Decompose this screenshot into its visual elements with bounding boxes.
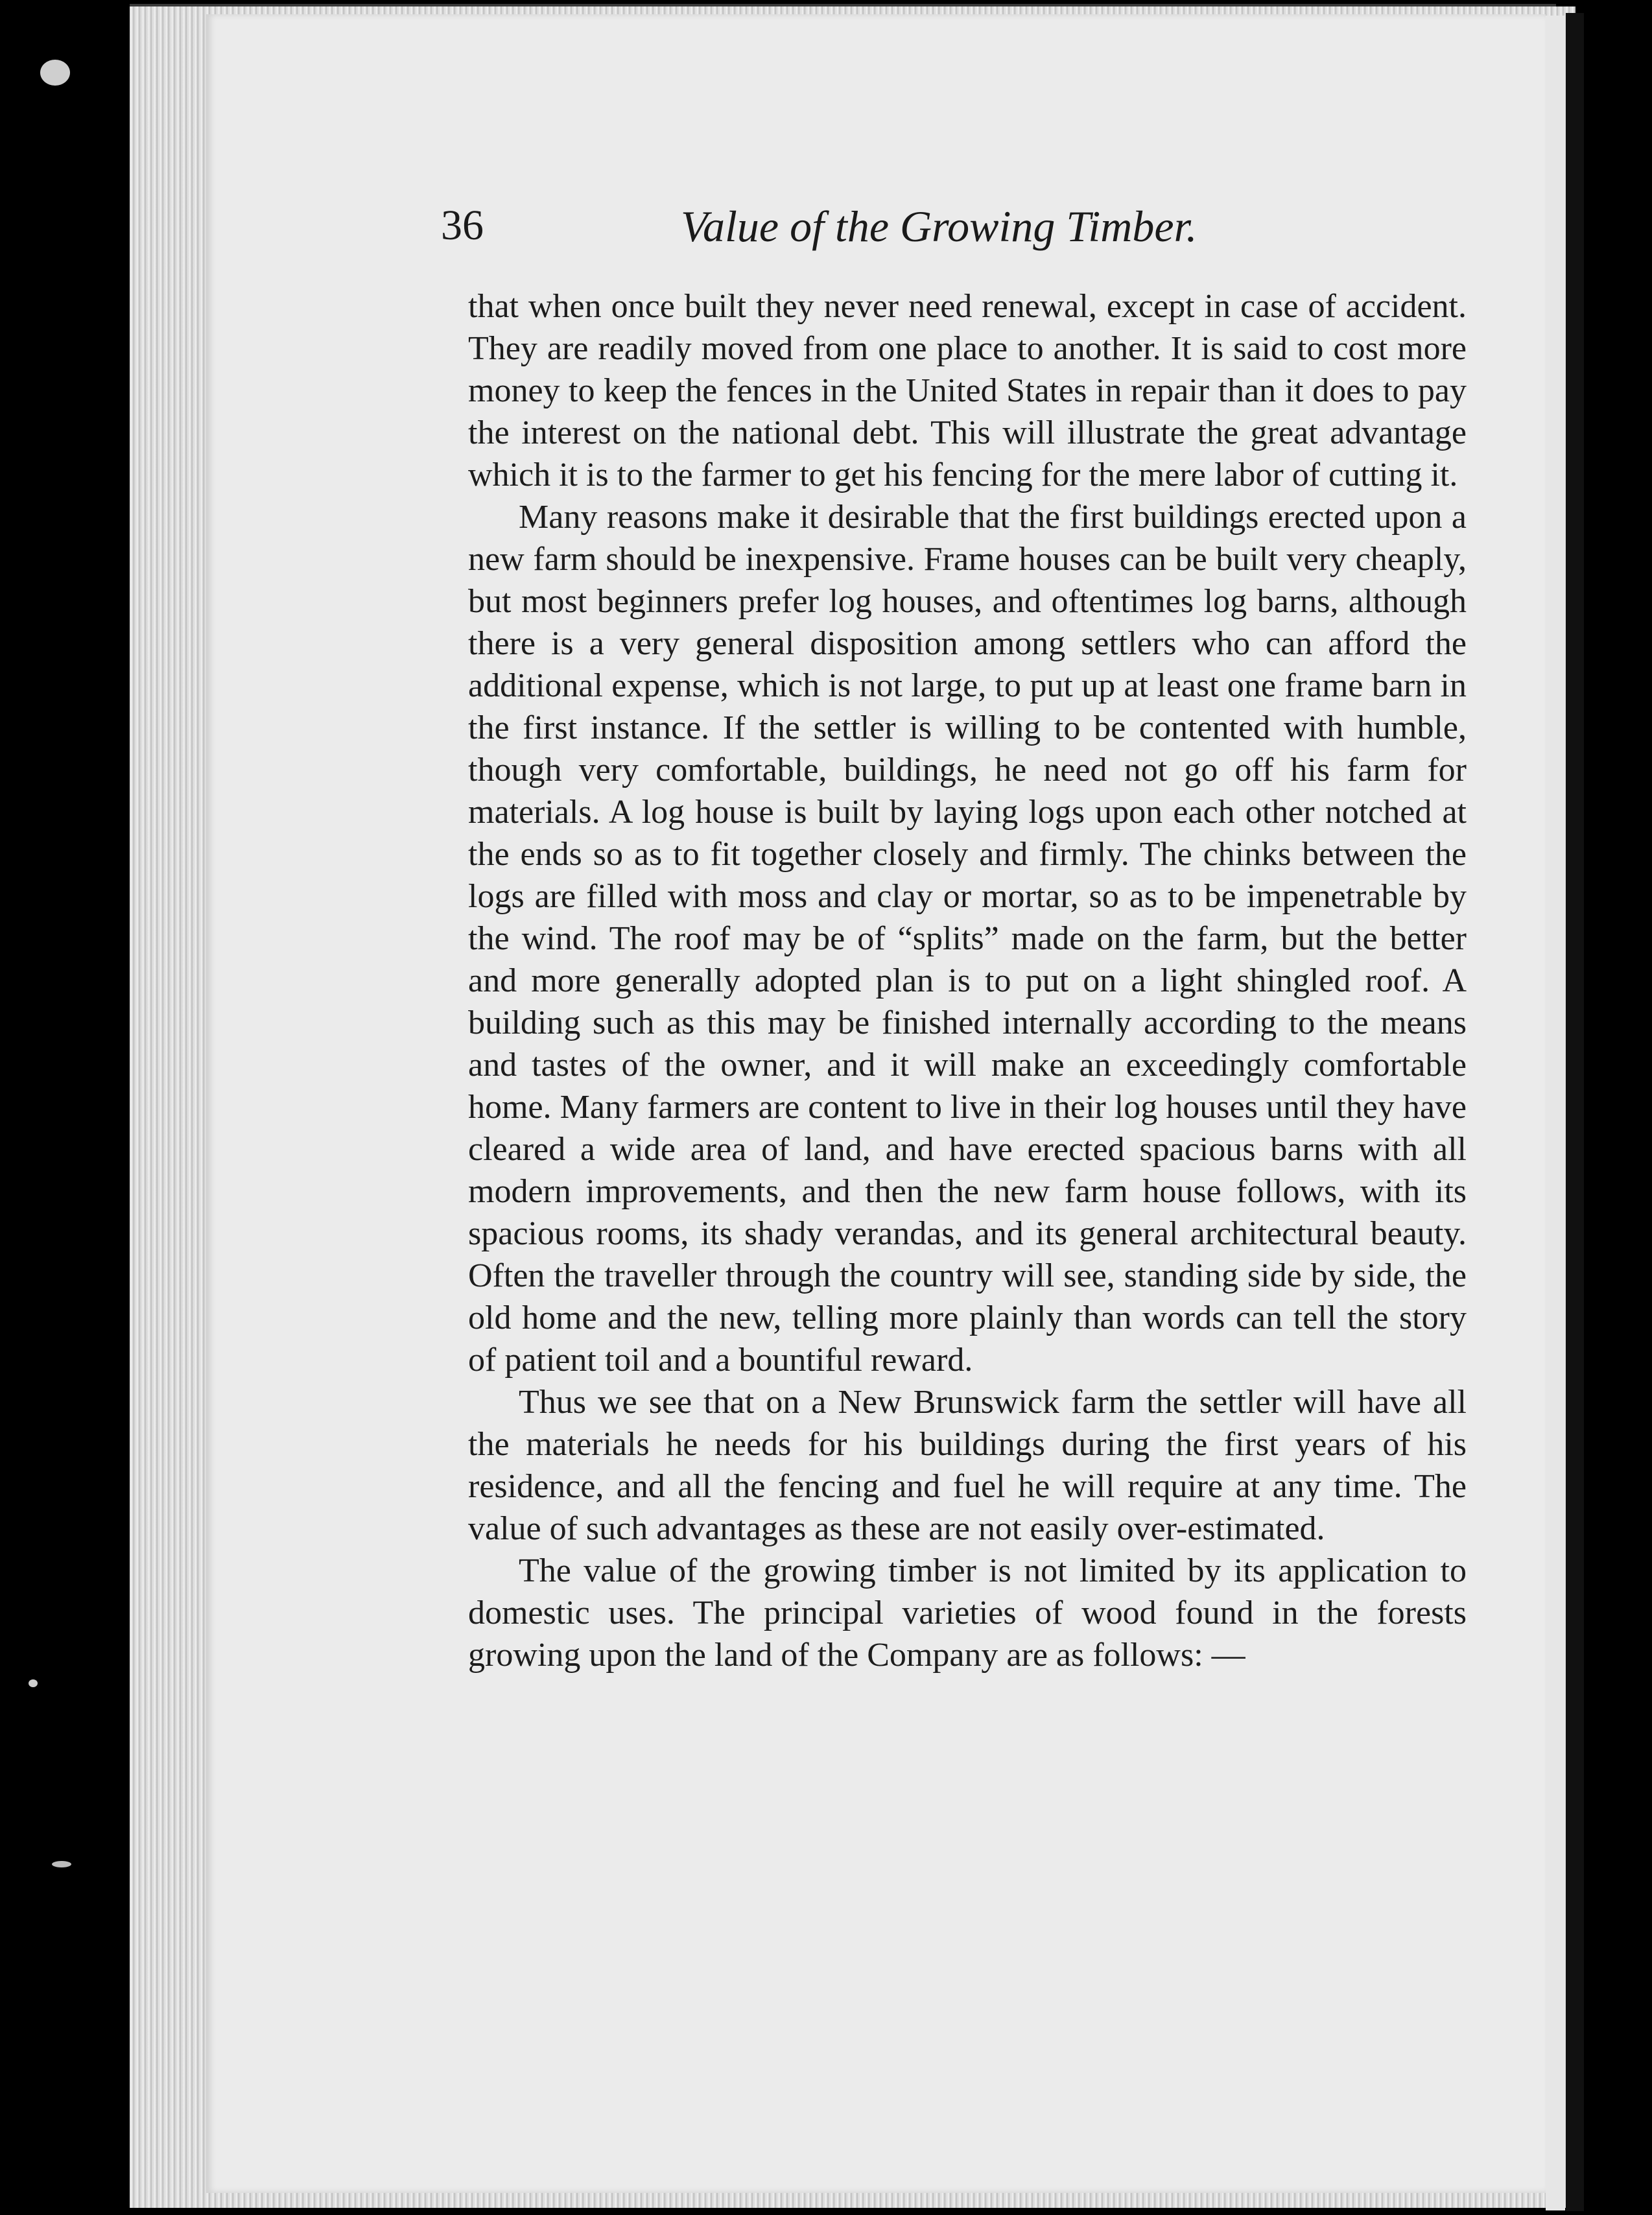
paragraph: Thus we see that on a New Brunswick farm the settler will have all the materials he needs for his buildings during the first years of his residence, and all the fencing and fuel he will require at any time. The value of such advantages as these are not easily over-estimated. [468, 1384, 1467, 1547]
scan-speck [29, 1679, 38, 1687]
scan-speck [52, 1861, 71, 1867]
paragraph: that when once built they never need renewal, except in case of accident. They are readily moved from one place to another. It is said to cost more money to keep the fences in the United States in repair than it does to pay the interest on the national debt. This will illustrate the great advantage which it is to the farmer to get his fencing for the mere labor of cutting it. [468, 288, 1467, 493]
book-spine-shadow [1566, 13, 1584, 2211]
page-header [441, 201, 1284, 272]
scan-speck [40, 60, 70, 86]
paragraph: Many reasons make it desirable that the first buildings erected upon a new farm should be inexpensive. Frame houses can be built very cheaply, but most beginners prefer log houses, and oftentimes log barns, although there is a very general disposition among settlers who can afford the additional expense, which is not large, to put up at least one frame barn in the first instance. If the settler is willing to be contented with humble, though very comfortable, buildings, he need not go off his farm for materials. A log house is built by laying logs upon each other notched at the ends so as to fit together closely and firmly. The chinks between the logs are filled with moss and clay or mortar, so as to be impenetrable by the wind. The roof may be of “splits” made on the farm, but the better and more generally adopted plan is to put on a light shingled roof. A building such as this may be finished internally according to the means and tastes of the owner, and it will make an exceedingly comfortable home. Many farmers are content to live in their log houses until they have cleared a wide area of land, and have erected spacious barns with all modern improvements, and then the new farm house follows, with its spacious rooms, its shady verandas, and its general architectural beauty. Often the traveller through the country will see, standing side by side, the old home and the new, telling more plainly than words can tell the story of patient toil and a bountiful reward. [468, 499, 1467, 1379]
page-number: 36 [441, 202, 484, 249]
page-right-edge [1546, 16, 1565, 2210]
paragraph: The value of the growing timber is not limited by its application to domestic uses. The principal varieties of wood found in the forests growing upon the land of the Company are as follows: — [468, 1552, 1467, 1674]
body-text [468, 285, 1467, 1676]
running-title: Value of the Growing Timber. [681, 202, 1198, 251]
